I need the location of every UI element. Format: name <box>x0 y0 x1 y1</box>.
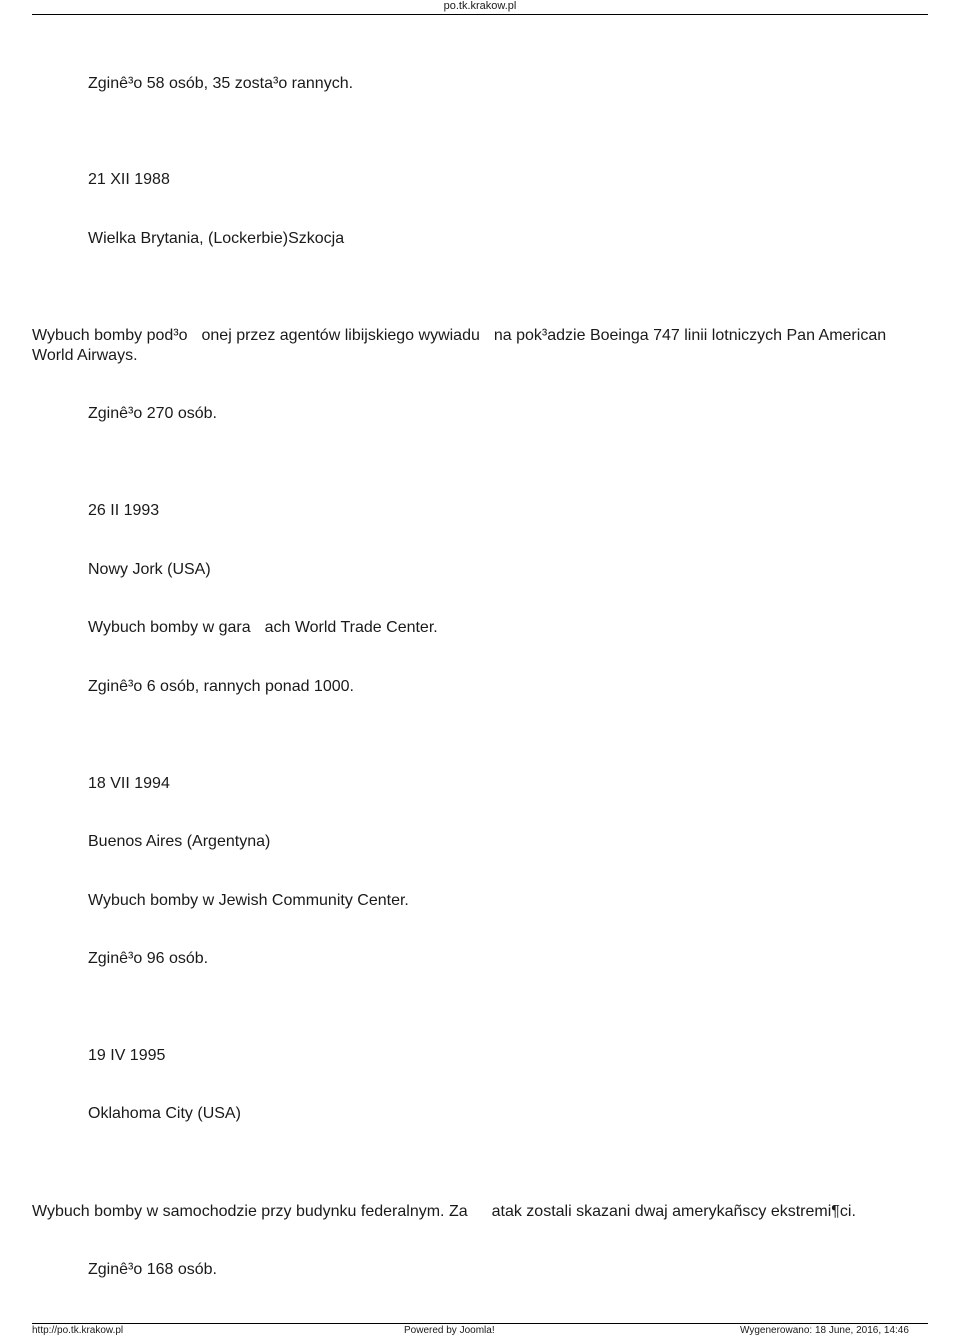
event-date: 21 XII 1988 <box>88 171 170 188</box>
event-location: Nowy Jork (USA) <box>88 561 211 578</box>
description-part: na pok³adzie Boeinga 747 linii lotniczych Pan American <box>493 327 887 344</box>
description-part: Wybuch bomby w gara <box>88 619 251 636</box>
event-location: Buenos Aires (Argentyna) <box>88 833 271 850</box>
event-casualties: Zginê³o 6 osób, rannych ponad 1000. <box>88 678 354 695</box>
footer-powered-by: Powered by Joomla! <box>404 1325 495 1336</box>
footer-rule <box>32 1323 928 1324</box>
event-description <box>32 326 932 366</box>
header-site-name: po.tk.krakow.pl <box>443 0 517 12</box>
footer-url-link[interactable]: http://po.tk.krakow.pl <box>32 1325 124 1336</box>
pilcrow-glyph: ¶ <box>831 1203 840 1220</box>
event-date: 18 VII 1994 <box>88 775 170 792</box>
header-rule <box>32 14 928 15</box>
description-part: ach World Trade Center. <box>264 619 438 636</box>
description-part: onej przez agentów libijskiego wywiadu <box>201 327 480 344</box>
event-description <box>88 618 438 638</box>
text-line: Zginê³o 58 osób, 35 zosta³o rannych. <box>88 75 354 92</box>
description-part: Wybuch bomby w samochodzie przy budynku federalnym. Za <box>32 1203 468 1220</box>
event-date: 26 II 1993 <box>88 502 160 519</box>
description-part: Wybuch bomby pod³o <box>32 327 188 344</box>
event-date: 19 IV 1995 <box>88 1047 166 1064</box>
description-part: World Airways. <box>32 347 138 364</box>
event-description <box>32 1202 932 1222</box>
event-casualties: Zginê³o 168 osób. <box>88 1261 217 1278</box>
event-description: Wybuch bomby w Jewish Community Center. <box>88 892 409 909</box>
event-location: Wielka Brytania, (Lockerbie)Szkocja <box>88 230 345 247</box>
description-part: atak zostali skazani dwaj amerykañscy ekstremi <box>491 1203 832 1220</box>
footer-generated-timestamp: Wygenerowano: 18 June, 2016, 14:46 <box>740 1325 909 1336</box>
event-casualties: Zginê³o 96 osób. <box>88 950 209 967</box>
event-location: Oklahoma City (USA) <box>88 1105 241 1122</box>
event-casualties: Zginê³o 270 osób. <box>88 405 217 422</box>
description-part: ci. <box>839 1203 856 1220</box>
